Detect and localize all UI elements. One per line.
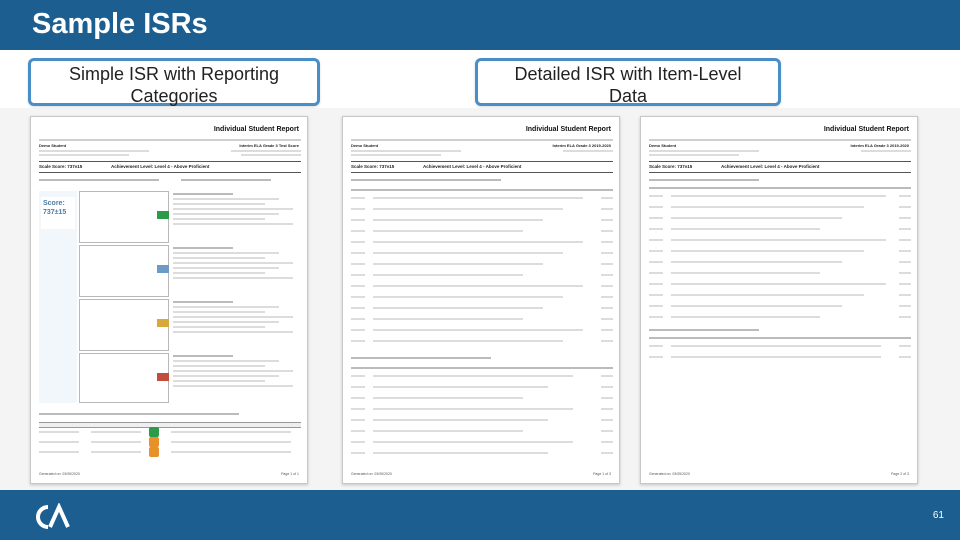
report-title: Individual Student Report	[823, 126, 909, 133]
item-number	[351, 241, 365, 243]
level-description-line	[173, 257, 265, 259]
target-line	[671, 250, 864, 252]
level-description-line	[173, 311, 265, 313]
target-line	[671, 217, 842, 219]
item-number	[351, 318, 365, 320]
points	[601, 296, 613, 298]
generated-date: Generated on: 03/05/2020	[39, 472, 80, 476]
level-description-line	[173, 198, 279, 200]
performance-line	[91, 451, 141, 453]
score-box: Score: 737±15	[41, 197, 75, 229]
check-icon	[149, 427, 159, 437]
level-3-band	[79, 245, 169, 297]
level-4-band	[79, 191, 169, 243]
divider	[649, 139, 911, 141]
callout-line-1: Simple ISR with Reporting	[68, 64, 280, 84]
target-line	[373, 408, 573, 410]
item-number	[649, 228, 663, 230]
level-description-line	[173, 375, 279, 377]
points	[899, 239, 911, 241]
generated-date: Generated on: 03/05/2020	[649, 472, 690, 476]
points	[899, 283, 911, 285]
achievement-levels	[79, 191, 169, 403]
test-name: Interim ELA Grade 3 2019-2020	[850, 143, 909, 148]
points	[601, 386, 613, 388]
item-number	[649, 294, 663, 296]
target-line	[373, 263, 543, 265]
callout-line-2: Data	[608, 86, 648, 106]
item-number	[351, 307, 365, 309]
level-description-line	[173, 208, 293, 210]
info-line	[351, 154, 441, 156]
points	[601, 263, 613, 265]
table-header-line	[351, 367, 613, 369]
level-description-line	[173, 223, 293, 225]
divider	[351, 161, 613, 162]
points	[601, 340, 613, 342]
target-line	[373, 307, 543, 309]
item-number	[351, 375, 365, 377]
callout-line-2: Categories	[130, 86, 218, 106]
page-number: 61	[932, 510, 944, 521]
points	[601, 241, 613, 243]
item-number	[351, 219, 365, 221]
points	[601, 318, 613, 320]
item-number	[351, 386, 365, 388]
points	[601, 208, 613, 210]
simple-isr-callout	[28, 58, 320, 106]
level-description-line	[173, 218, 265, 220]
target-line	[373, 230, 523, 232]
item-number	[351, 230, 365, 232]
points	[899, 206, 911, 208]
points	[601, 285, 613, 287]
item-number	[351, 197, 365, 199]
test-name: Interim ELA Grade 3 Test Score	[239, 143, 299, 148]
info-line	[39, 154, 129, 156]
target-line	[671, 356, 881, 358]
target-line	[373, 441, 573, 443]
level-description-line	[173, 306, 279, 308]
test-name: Interim ELA Grade 3 2019-2020	[552, 143, 611, 148]
points	[899, 261, 911, 263]
table-header-line	[351, 189, 613, 191]
target-line	[373, 452, 548, 454]
item-number	[351, 329, 365, 331]
page-indicator: Page 1 of 1	[281, 472, 299, 476]
item-number	[649, 250, 663, 252]
level-description-line	[173, 380, 265, 382]
target-line	[671, 305, 842, 307]
target-line	[373, 419, 548, 421]
section-heading	[39, 413, 239, 415]
section-heading	[181, 179, 271, 181]
target-line	[373, 375, 573, 377]
item-number	[351, 419, 365, 421]
divider	[39, 139, 301, 141]
item-number	[351, 397, 365, 399]
target-line	[671, 206, 864, 208]
level-description-line	[173, 203, 265, 205]
item-number	[649, 239, 663, 241]
points	[601, 397, 613, 399]
item-number	[649, 272, 663, 274]
item-number	[649, 283, 663, 285]
level-4-marker	[157, 211, 169, 219]
divider	[649, 172, 911, 173]
points	[601, 452, 613, 454]
student-name: Demo Student	[39, 143, 67, 148]
item-number	[351, 296, 365, 298]
item-number	[351, 285, 365, 287]
target-line	[373, 430, 523, 432]
reporting-category-line	[39, 431, 79, 433]
title-bar	[0, 0, 960, 50]
points	[601, 230, 613, 232]
level-3-marker	[157, 265, 169, 273]
level-description-line	[173, 331, 293, 333]
target-line	[373, 197, 583, 199]
target-line	[373, 252, 563, 254]
section-heading	[39, 179, 159, 181]
level-description-line	[173, 277, 293, 279]
page-indicator: Page 2 of 3	[891, 472, 909, 476]
section-heading	[351, 357, 491, 359]
performance-line	[91, 431, 141, 433]
info-line	[39, 150, 149, 152]
points	[601, 329, 613, 331]
section-heading	[351, 179, 501, 181]
item-number	[351, 263, 365, 265]
level-heading	[173, 355, 233, 357]
target-line	[373, 386, 548, 388]
report-title: Individual Student Report	[213, 126, 299, 133]
warning-icon	[149, 437, 159, 447]
level-description-line	[173, 267, 279, 269]
info-line	[231, 150, 301, 152]
student-name: Demo Student	[351, 143, 379, 148]
achievement-level: Achievement Level: Level 4 - Above Proficient	[721, 164, 820, 169]
divider	[351, 139, 613, 141]
points	[899, 195, 911, 197]
detailed-isr-page-1-thumbnail	[342, 116, 620, 484]
target-line	[671, 345, 881, 347]
generated-date: Generated on: 03/05/2020	[351, 472, 392, 476]
item-number	[351, 408, 365, 410]
points	[899, 272, 911, 274]
target-line	[671, 294, 864, 296]
level-2-band	[79, 299, 169, 351]
points	[601, 430, 613, 432]
scale-score: Scale Score: 737±15	[649, 164, 693, 169]
level-1-marker	[157, 373, 169, 381]
level-description-line	[173, 326, 265, 328]
info-line	[861, 150, 911, 152]
achievement-level: Achievement Level: Level 4 - Above Proficient	[423, 164, 522, 169]
reporting-category-line	[39, 441, 79, 443]
points	[899, 305, 911, 307]
item-number	[649, 356, 663, 358]
level-2-marker	[157, 319, 169, 327]
target-line	[373, 318, 523, 320]
level-description-line	[173, 252, 279, 254]
target-line	[373, 208, 563, 210]
points	[601, 197, 613, 199]
info-line	[563, 150, 613, 152]
level-description-line	[173, 321, 279, 323]
item-number	[351, 340, 365, 342]
report-title: Individual Student Report	[525, 126, 611, 133]
points	[899, 250, 911, 252]
target-line	[373, 329, 583, 331]
achievement-level: Achievement Level: Level 4 - Above Proficient	[111, 164, 210, 169]
target-line	[373, 340, 563, 342]
reporting-category-line	[39, 451, 79, 453]
item-number	[649, 305, 663, 307]
table-header-line	[649, 187, 911, 189]
level-1-band	[79, 353, 169, 403]
target-line	[373, 285, 583, 287]
info-line	[649, 154, 739, 156]
divider	[39, 161, 301, 162]
performance-description-line	[171, 451, 291, 453]
level-heading	[173, 247, 233, 249]
target-line	[373, 241, 583, 243]
points	[899, 294, 911, 296]
item-number	[351, 430, 365, 432]
item-number	[351, 208, 365, 210]
target-line	[671, 195, 886, 197]
target-line	[373, 274, 523, 276]
target-line	[373, 219, 543, 221]
target-line	[671, 316, 820, 318]
item-number	[649, 345, 663, 347]
level-description-line	[173, 385, 293, 387]
performance-description-line	[171, 441, 291, 443]
table-header-line	[649, 337, 911, 339]
scale-score: Scale Score: 737±15	[351, 164, 395, 169]
level-description-line	[173, 272, 265, 274]
level-heading	[173, 301, 233, 303]
level-description-line	[173, 316, 293, 318]
item-number	[649, 217, 663, 219]
item-number	[649, 316, 663, 318]
detailed-isr-page-2-thumbnail	[640, 116, 918, 484]
level-description-line	[173, 360, 279, 362]
target-line	[671, 283, 886, 285]
item-number	[649, 206, 663, 208]
points	[601, 219, 613, 221]
level-description-line	[173, 262, 293, 264]
target-line	[671, 272, 820, 274]
points	[899, 217, 911, 219]
divider	[649, 161, 911, 162]
level-description-line	[173, 370, 293, 372]
item-number	[351, 441, 365, 443]
scale-score: Scale Score: 737±15	[39, 164, 83, 169]
item-number	[649, 195, 663, 197]
simple-isr-thumbnail	[30, 116, 308, 484]
points	[601, 307, 613, 309]
points	[899, 316, 911, 318]
points	[601, 375, 613, 377]
target-line	[373, 296, 563, 298]
level-description-line	[173, 213, 279, 215]
points	[899, 356, 911, 358]
table-header	[39, 422, 301, 428]
info-line	[241, 154, 301, 156]
detailed-isr-callout	[475, 58, 781, 106]
page-indicator: Page 1 of 3	[593, 472, 611, 476]
performance-line	[91, 441, 141, 443]
slide-title: Sample ISRs	[32, 8, 208, 40]
divider	[39, 172, 301, 173]
item-number	[649, 261, 663, 263]
level-heading	[173, 193, 233, 195]
points	[601, 408, 613, 410]
ca-logo-icon	[34, 503, 74, 531]
item-number	[351, 274, 365, 276]
divider	[351, 172, 613, 173]
warning-icon	[149, 447, 159, 457]
info-line	[649, 150, 759, 152]
target-line	[671, 239, 886, 241]
section-heading	[649, 329, 759, 331]
footer-bar	[0, 490, 960, 540]
info-line	[351, 150, 461, 152]
points	[601, 274, 613, 276]
item-number	[351, 252, 365, 254]
target-line	[671, 261, 842, 263]
section-heading	[649, 179, 759, 181]
points	[601, 419, 613, 421]
target-line	[373, 397, 523, 399]
item-number	[351, 452, 365, 454]
target-line	[671, 228, 820, 230]
points	[601, 252, 613, 254]
performance-description-line	[171, 431, 291, 433]
student-name: Demo Student	[649, 143, 677, 148]
points	[899, 228, 911, 230]
points	[899, 345, 911, 347]
callout-line-1: Detailed ISR with Item-Level	[514, 64, 742, 84]
points	[601, 441, 613, 443]
level-description-line	[173, 365, 265, 367]
